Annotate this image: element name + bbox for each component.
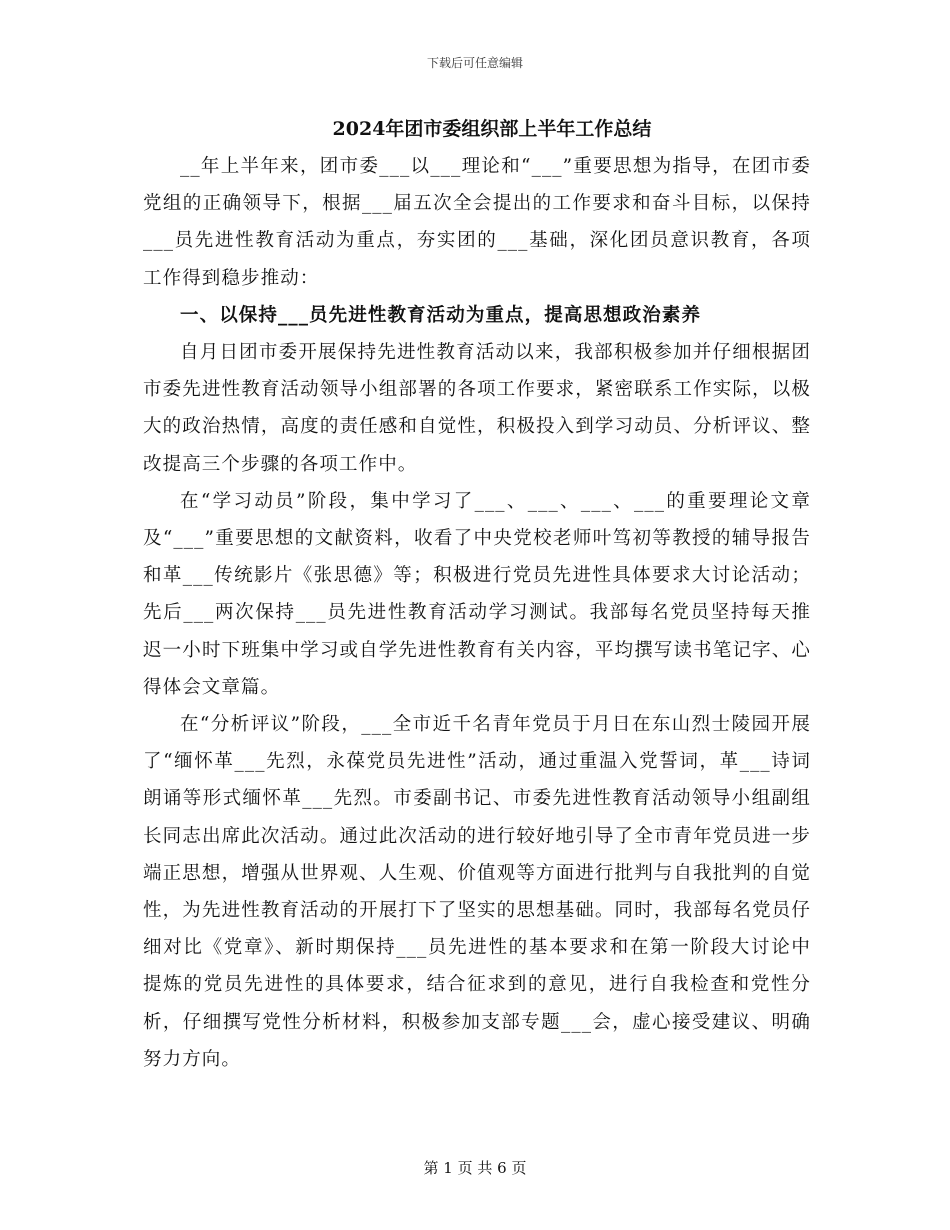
- intro-paragraph: __年上半年来，团市委___以___理论和“___”重要思想为指导，在团市委党组的正确领导下，根据___届五次全会提出的工作要求和奋斗目标，以保持___员先进性教育活动为重点，夯实团的___基础，深化团员意识教育，各项工作得到稳步推动：: [143, 156, 811, 289]
- page-header: 下载后可任意编辑: [426, 56, 523, 70]
- page-number: 第 1 页 共 6 页: [423, 1159, 527, 1177]
- document-body: [143, 116, 811, 1078]
- section-heading-1: 一、以保持___员先进性教育活动为重点，提高思想政治素养: [180, 304, 702, 326]
- body-paragraph-3: 在“分析评议”阶段，___全市近千名青年党员于月日在东山烈士陵园开展了“缅怀革___先烈，永葆党员先进性”活动，通过重温入党誓词，革___诗词朗诵等形式缅怀革___先烈。市委副书记、市委先进性教育活动领导小组副组长同志出席此次活动。通过此次活动的进行较好地引导了全市青年党员进一步端正思想，增强从世界观、人生观、价值观等方面进行批判与自我批判的自觉性，为先进性教育活动的开展打下了坚实的思想基础。同时，我部每名党员仔细对比《党章》、新时期保持___员先进性的基本要求和在第一阶段大讨论中提炼的党员先进性的具体要求，结合征求到的意见，进行自我检查和党性分析，仔细撰写党性分析材料，积极参加支部专题___会，虚心接受建议、明确努力方向。: [143, 714, 811, 1070]
- body-paragraph-2: 在“学习动员”阶段，集中学习了___、___、___、___的重要理论文章及“___”重要思想的文献资料，收看了中央党校老师叶笃初等教授的辅导报告和革___传统影片《张思德》等；积极进行党员先进性具体要求大讨论活动；先后___两次保持___员先进性教育活动学习测试。我部每名党员坚持每天推迟一小时下班集中学习或自学先进性教育有关内容，平均撰写读书笔记字、心得体会文章篇。: [143, 490, 811, 698]
- body-paragraph-1: 自月日团市委开展保持先进性教育活动以来，我部积极参加并仔细根据团市委先进性教育活动领导小组部署的各项工作要求，紧密联系工作实际，以极大的政治热情，高度的责任感和自觉性，积极投入到学习动员、分析评议、整改提高三个步骤的各项工作中。: [143, 342, 811, 475]
- document-title: 2024年团市委组织部上半年工作总结: [332, 118, 652, 140]
